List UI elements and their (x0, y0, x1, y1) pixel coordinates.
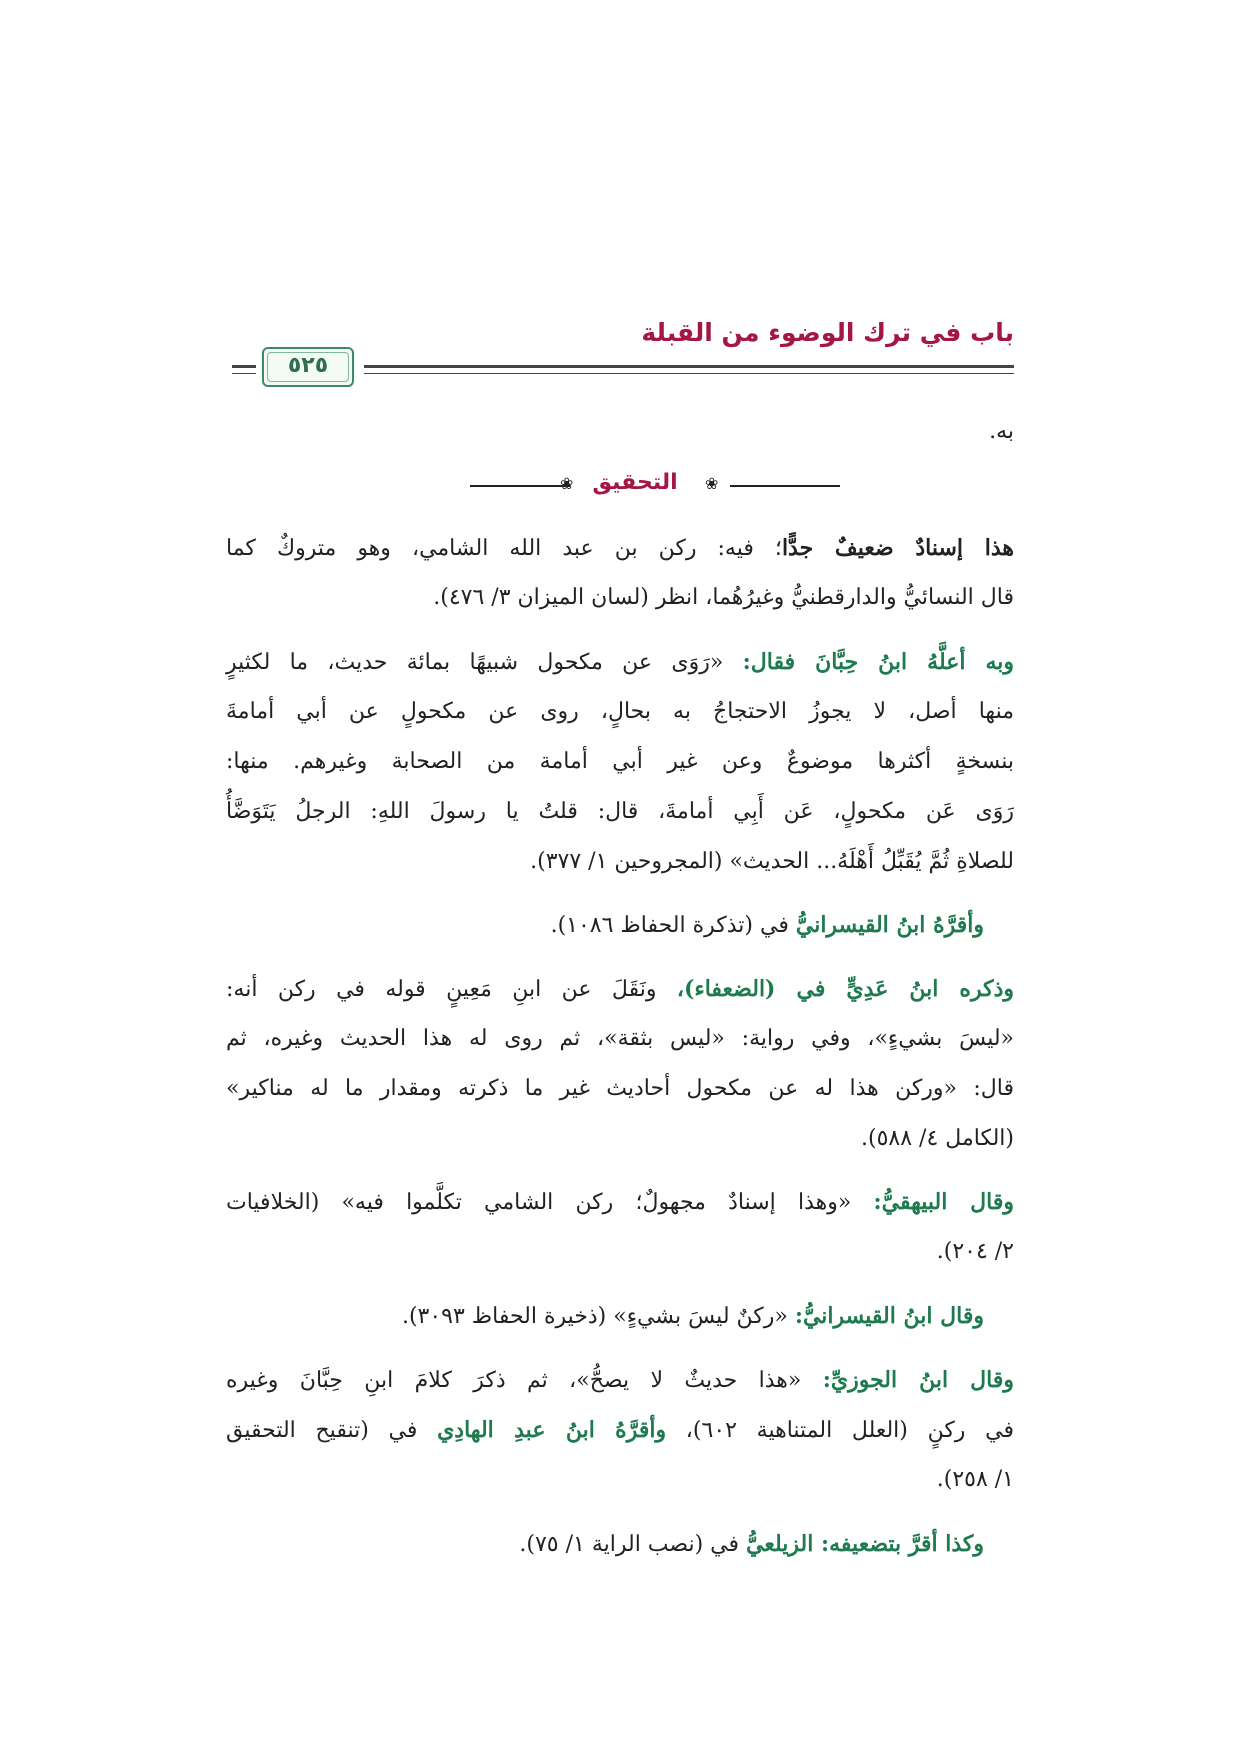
highlighted-scholar: وأقرَّهُ ابنُ القيسرانيُّ (795, 912, 984, 938)
chapter-title: باب في ترك الوضوء من القبلة (641, 318, 1014, 347)
page-number: ٥٢٥ (287, 353, 329, 378)
text: في ركنٍ (العلل المتناهية ٦٠٢)، (666, 1418, 1014, 1443)
header-rule-left-thin (232, 373, 256, 374)
divider-bar-right (730, 485, 840, 487)
text: في (تذكرة الحفاظ ١٠٨٦). (550, 913, 796, 938)
paragraph-5-line-1 (226, 1187, 1014, 1218)
paragraph-3 (551, 910, 984, 941)
paragraph-8 (519, 1529, 984, 1560)
text: في (تنقيح التحقيق (226, 1418, 438, 1443)
paragraph-4-line-1 (226, 974, 1014, 1005)
highlighted-scholar: الزيلعيُّ (746, 1531, 822, 1557)
paragraph-5-line-2: ٢/ ٢٠٤). (936, 1239, 1014, 1264)
paragraph-4-line-4: (الكامل ٤/ ٥٨٨). (861, 1126, 1014, 1151)
paragraph-2-line-4: رَوَى عَن مكحولٍ، عَن أَبِي أمامةَ، قال: قلتُ يا رسولَ اللهِ: الرجلُ يَتَوَضَّأُ (226, 799, 1014, 824)
header-rule-left-thick (232, 365, 256, 368)
paragraph-7-line-3: ١/ ٢٥٨). (936, 1467, 1014, 1492)
highlighted-scholar: وقال البيهقيُّ: (873, 1189, 1014, 1215)
paragraph-4-line-2: «ليسَ بشيءٍ»، وفي رواية: «ليس بثقة»، ثم روى له هذا الحديث وغيره، ثم (226, 1026, 1014, 1051)
highlighted-scholar: وبه أعلَّهُ ابنُ حِبَّانَ فقال: (742, 649, 1014, 675)
header-rule-thick (364, 365, 1014, 368)
paragraph-2-line-3: بنسخةٍ أكثرها موضوعٌ وعن غير أبي أمامة من الصحابة وغيرهم. منها: (226, 749, 1014, 774)
highlighted-scholar: وأقرَّهُ ابنُ عبدِ الهادِي (437, 1417, 667, 1443)
paragraph-2-line-1 (226, 647, 1014, 678)
paragraph-1-line-2: قال النسائيُّ والدارقطنيُّ وغيرُهُما، انظر (لسان الميزان ٣/ ٤٧٦). (433, 585, 1014, 610)
highlighted-scholar: وقال ابنُ القيسرانيُّ: (794, 1303, 984, 1329)
text: ؛ فيه: ركن بن عبد الله الشامي، وهو متروكٌ كما (226, 536, 782, 561)
emphasis-text: هذا إسنادٌ ضعيفٌ جدًّا (781, 535, 1015, 561)
text: في (نصب الراية ١/ ٧٥). (519, 1532, 747, 1557)
page-number-frame (262, 347, 354, 387)
paragraph-4-line-3: قال: «وركن هذا له عن مكحول أحاديث غير ما ذكرته ومقدار ما له مناكير» (226, 1076, 1014, 1101)
text: «رَوَى عن مكحول شبيهًا بمائة حديث، ما لكثيرٍ (226, 650, 743, 675)
ornament-right-icon: ❀ (705, 474, 719, 493)
intro-fragment: به. (989, 419, 1014, 444)
text: «هذا حديثٌ لا يصحُّ»، ثم ذكرَ كلامَ ابنِ حِبَّانَ وغيره (226, 1368, 823, 1393)
paragraph-1-line-1 (226, 533, 1014, 564)
text: «وهذا إسنادٌ مجهولٌ؛ ركن الشامي تكلَّموا فيه» (الخلافيات (226, 1190, 874, 1215)
text: «ركنٌ ليسَ بشيءٍ» (ذخيرة الحفاظ ٣٠٩٣). (401, 1304, 795, 1329)
highlighted-phrase: وكذا أقرَّ بتضعيفه: (821, 1531, 984, 1557)
paragraph-7-line-2 (226, 1415, 1014, 1446)
section-title: التحقيق (592, 470, 678, 495)
highlighted-scholar: وذكره ابنُ عَدِيٍّ في (الضعفاء)، (676, 976, 1014, 1002)
paragraph-2-line-5: للصلاةِ ثُمَّ يُقَبِّلُ أَهْلَهُ... الحديث» (المجروحين ١/ ٣٧٧). (530, 849, 1014, 874)
ornament-left-icon: ❀ (560, 474, 574, 493)
paragraph-7-line-1 (226, 1365, 1014, 1396)
paragraph-2-line-2: منها أصل، لا يجوزُ الاحتجاجُ به بحالٍ، روى عن مكحولٍ عن أبي أمامةَ (226, 699, 1014, 724)
highlighted-scholar: وقال ابنُ الجوزيِّ: (822, 1367, 1014, 1393)
section-divider (0, 470, 1240, 500)
header-rule-thin (364, 373, 1014, 374)
text: ونَقَلَ عن ابنِ مَعِينٍ قوله في ركن أنه: (226, 977, 677, 1002)
paragraph-6 (402, 1301, 984, 1332)
